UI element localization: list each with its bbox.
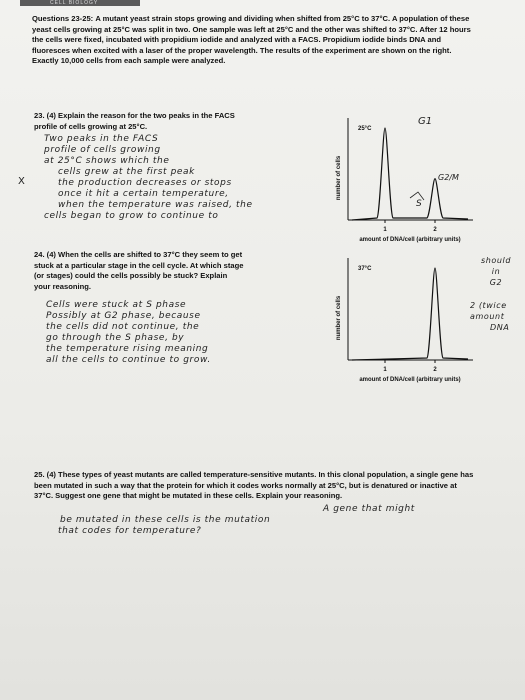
margin-note-should-g2: [476, 255, 516, 288]
margin-note-line: in: [491, 267, 501, 276]
x-tick-label: 1: [383, 227, 387, 233]
answer-line: at 25°C shows which the: [44, 156, 170, 166]
margin-note-twice-dna: [470, 300, 525, 333]
y-axis-label: number of cells: [336, 295, 342, 341]
margin-x-mark: X: [18, 176, 26, 187]
margin-note-line: amount: [470, 312, 505, 321]
answer-line: the cells did not continue, the: [46, 322, 200, 332]
question-25-answer: [58, 504, 478, 537]
margin-note-line: should: [480, 256, 512, 265]
answer-line: that codes for temperature?: [58, 526, 202, 536]
answer-line: Cells were stuck at S phase: [46, 300, 187, 310]
x-axis-label: amount of DNA/cell (arbitrary units): [359, 377, 461, 383]
x-tick-label: 2: [433, 227, 437, 233]
answer-line: A gene that might: [323, 504, 415, 514]
x-axis-label: amount of DNA/cell (arbitrary units): [359, 237, 461, 243]
answer-line: all the cells to continue to grow.: [46, 355, 211, 365]
intro-question-range: Questions 23-25:: [32, 14, 94, 23]
answer-line: once it hit a certain temperature,: [58, 189, 229, 199]
facs-chart-37c-svg: [318, 248, 478, 388]
x-tick-label: 1: [383, 367, 387, 373]
answer-line: be mutated in these cells is the mutation: [60, 515, 271, 525]
annotation-s-phase: S: [416, 199, 422, 209]
temperature-label: 25°C: [358, 126, 372, 132]
y-axis-label: number of cells: [336, 155, 342, 201]
intro-text: A mutant yeast strain stops growing and dividing when shifted from 25°C to 37°C. A population of these yeast cells growing at 25°C was split in two. One sample was left at 25°C and the other was shifted to 37°C. After 12 hours the cells were fixed, incubated with propidium iodide and analyzed with a FACS. Propidium iodide binds DNA and fluoresces when excited with a laser of the proper wavelength. The results of the experiment are shown on the right. Exactly 10,000 cells from each sample were analyzed.: [32, 14, 471, 65]
answer-line: Two peaks in the FACS: [44, 134, 159, 144]
answer-line: the temperature rising meaning: [46, 344, 209, 354]
temperature-label: 37°C: [358, 266, 372, 272]
question-24-prompt: 24. (4) When the cells are shifted to 37°C they seem to get stuck at a particular stage in the cell cycle. At which stage (or stages) could the cells possibly be stuck? Explain your reasoning.: [34, 250, 244, 291]
answer-line: cells grew at the first peak: [58, 167, 195, 177]
facs-chart-25c-svg: [318, 108, 478, 248]
question-25-prompt: 25. (4) These types of yeast mutants are called temperature-sensitive mutants. In this clonal population, a single gene has been mutated in such a way that the protein for which it codes works normally at 25°C, but is denatured or inactive at 37°C. Suggest one gene that might be mutated in these cells. Explain your reasoning.: [34, 470, 474, 500]
annotation-g1: G1: [418, 116, 433, 127]
histogram-curve: [352, 268, 468, 360]
facs-chart-25c: [318, 108, 478, 248]
answer-line: go through the S phase, by: [46, 333, 185, 343]
answer-line: profile of cells growing: [44, 145, 161, 155]
answer-line: the production decreases or stops: [58, 178, 232, 188]
facs-chart-37c: [318, 248, 478, 388]
margin-note-line: 2 (twice: [470, 301, 507, 310]
annotation-g2m: G2/M: [438, 173, 459, 182]
page-header-strip: CELL BIOLOGY: [20, 0, 140, 6]
answer-line: Possibly at G2 phase, because: [46, 311, 201, 321]
margin-note-line: DNA: [490, 323, 510, 332]
answer-line: when the temperature was raised, the: [58, 200, 253, 210]
answer-line: cells began to grow to continue to: [44, 211, 219, 221]
x-tick-label: 2: [433, 367, 437, 373]
margin-note-line: G2: [489, 278, 503, 287]
intro-paragraph: [32, 14, 472, 67]
question-24-answer: [46, 300, 346, 366]
question-23-answer: [44, 134, 364, 222]
question-23-prompt: 23. (4) Explain the reason for the two peaks in the FACS profile of cells growing at 25°C.: [34, 111, 235, 131]
